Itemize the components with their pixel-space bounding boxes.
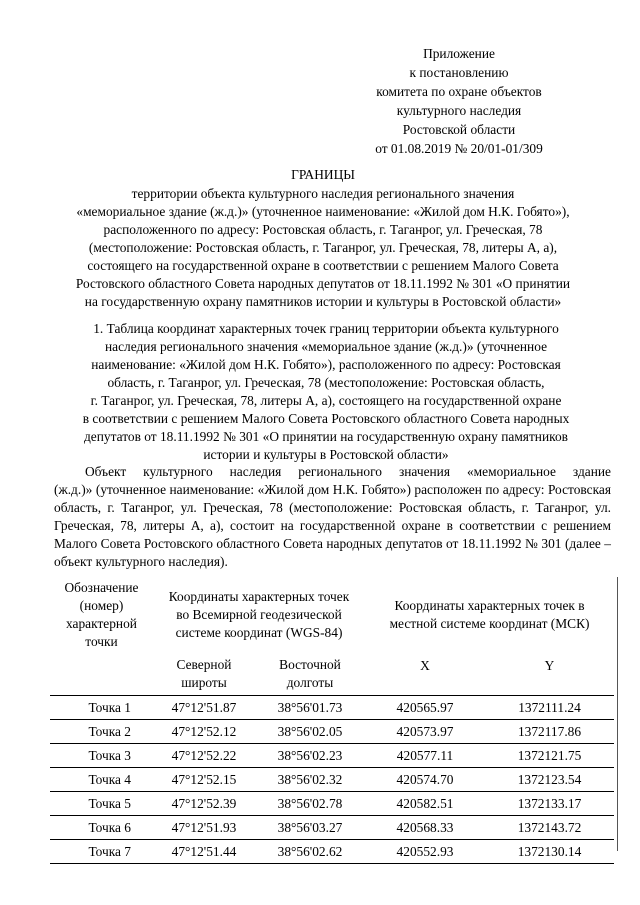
- cell-lat: 47°12'52.15: [171, 772, 237, 787]
- header-y: Y: [485, 653, 614, 696]
- cell-x: 420568.33: [396, 820, 454, 835]
- cell-lon: 38°56'02.32: [277, 772, 343, 787]
- title-line: расположенного по адресу: Ростовская область, г. Таганрог, ул. Греческая, 78: [103, 222, 543, 237]
- cell-x: 420577.11: [396, 748, 454, 763]
- table-right-border: [617, 577, 618, 851]
- header-point: Обозначение (номер) характерной точки: [64, 580, 139, 649]
- section-line: в соответствии с решением Малого Совета Ростовского областного Совета народных: [82, 411, 570, 426]
- cell-lat: 47°12'51.44: [171, 844, 237, 859]
- cell-x: 420582.51: [396, 796, 454, 811]
- paragraph-first-line: Объект культурного наследия регионального значения «мемориальное здание: [85, 464, 611, 479]
- title-line: территории объекта культурного наследия регионального значения: [131, 186, 515, 201]
- title-line: Ростовского областного Совета народных депутатов от 18.11.1992 № 301 «О принятии: [75, 276, 571, 291]
- header-lon: Восточной долготы: [255, 653, 365, 696]
- table-row: [50, 744, 614, 768]
- section-line: депутатов от 18.11.1992 № 301 «О принятии на государственную охрану памятников: [83, 429, 568, 444]
- appendix-line: от 01.08.2019 № 20/01-01/309: [375, 141, 543, 156]
- section-line: наименование: «Жилой дом Н.К. Гобято»), расположенного по адресу: Ростовская: [91, 357, 561, 372]
- document-title: [40, 165, 606, 311]
- section-line: г. Таганрог, ул. Греческая, 78, литеры А, а), состоящего на государственной охране: [90, 393, 562, 408]
- title-line: состоящего на государственной охране в соответствии с решением Малого Совета: [87, 258, 559, 273]
- header-lat: Северной широты: [153, 653, 255, 696]
- table-row: [50, 816, 614, 840]
- section-line: истории и культуры в Ростовской области»: [203, 447, 449, 462]
- paragraph-rest: (ж.д.)» (уточненное наименование: «Жилой дом Н.К. Гобято») расположен по адресу: Ростовская область, г. Таганрог, ул. Греческая, 78 (местоположение: Ростовская область, г. Таганрог, ул. Греческая, 78, литеры А, а), состоит на государственной охране в соответствии с решением Малого Совета Ростовского областного Совета народных депутатов от 18.11.1992 № 301 (далее – объект культурного наследия).: [54, 482, 611, 569]
- cell-x: 420565.97: [365, 696, 485, 720]
- table-row: [50, 696, 614, 720]
- appendix-line: комитета по охране объектов: [376, 84, 542, 99]
- cell-lat: 47°12'52.12: [171, 724, 237, 739]
- appendix-block: [329, 44, 589, 158]
- cell-lon: 38°56'03.27: [277, 820, 343, 835]
- cell-lat: 47°12'52.39: [171, 796, 237, 811]
- cell-point: Точка 6: [88, 820, 131, 835]
- table-row: [50, 720, 614, 744]
- section-line: область, г. Таганрог, ул. Греческая, 78 (местоположение: Ростовская область,: [107, 375, 545, 390]
- coordinates-table: [50, 577, 614, 864]
- appendix-line: Ростовской области: [402, 122, 516, 137]
- cell-y: 1372143.72: [517, 820, 582, 835]
- appendix-line: к постановлению: [409, 65, 509, 80]
- cell-point: Точка 2: [88, 724, 131, 739]
- cell-x: 420574.70: [396, 772, 454, 787]
- cell-lon: 38°56'02.23: [277, 748, 343, 763]
- header-wgs: Координаты характерных точек во Всемирной геодезической системе координат (WGS-84): [168, 589, 350, 640]
- cell-lat: 47°12'51.93: [171, 820, 237, 835]
- title-line: (местоположение: Ростовская область, г. Таганрог, ул. Греческая, 78, литеры А, а),: [88, 240, 558, 255]
- object-description: [54, 463, 611, 571]
- cell-point: Точка 3: [88, 748, 131, 763]
- cell-point: Точка 7: [88, 844, 131, 859]
- cell-lon: 38°56'02.78: [277, 796, 343, 811]
- cell-y: 1372133.17: [517, 796, 582, 811]
- section-line: наследия регионального значения «мемориальное здание (ж.д.)» (уточненное: [104, 339, 548, 354]
- appendix-line: Приложение: [423, 46, 495, 61]
- cell-x: 420573.97: [396, 724, 454, 739]
- header-x: X: [365, 653, 485, 696]
- cell-y: 1372123.54: [517, 772, 582, 787]
- header-msk: Координаты характерных точек в местной системе координат (МСК): [389, 598, 590, 631]
- table-row: [50, 840, 614, 864]
- cell-lon: 38°56'01.73: [255, 696, 365, 720]
- section-1-heading: [46, 320, 606, 464]
- cell-y: 1372111.24: [485, 696, 614, 720]
- title-line: «мемориальное здание (ж.д.)» (уточненное наименование: «Жилой дом Н.К. Гобято»),: [76, 204, 570, 219]
- appendix-line: культурного наследия: [396, 103, 522, 118]
- cell-y: 1372121.75: [517, 748, 582, 763]
- cell-x: 420552.93: [396, 844, 454, 859]
- cell-point: Точка 5: [88, 796, 131, 811]
- cell-y: 1372117.86: [517, 724, 582, 739]
- section-line: 1. Таблица координат характерных точек границ территории объекта культурного: [93, 321, 559, 336]
- cell-lon: 38°56'02.05: [277, 724, 343, 739]
- cell-lat: 47°12'51.87: [153, 696, 255, 720]
- cell-point: Точка 4: [88, 772, 131, 787]
- title-heading: ГРАНИЦЫ: [291, 167, 355, 182]
- cell-lon: 38°56'02.62: [277, 844, 343, 859]
- table-row: [50, 792, 614, 816]
- title-line: на государственную охрану памятников истории и культуры в Ростовской области»: [84, 294, 562, 309]
- table-row: [50, 768, 614, 792]
- cell-point: Точка 1: [50, 696, 153, 720]
- cell-y: 1372130.14: [517, 844, 582, 859]
- cell-lat: 47°12'52.22: [171, 748, 237, 763]
